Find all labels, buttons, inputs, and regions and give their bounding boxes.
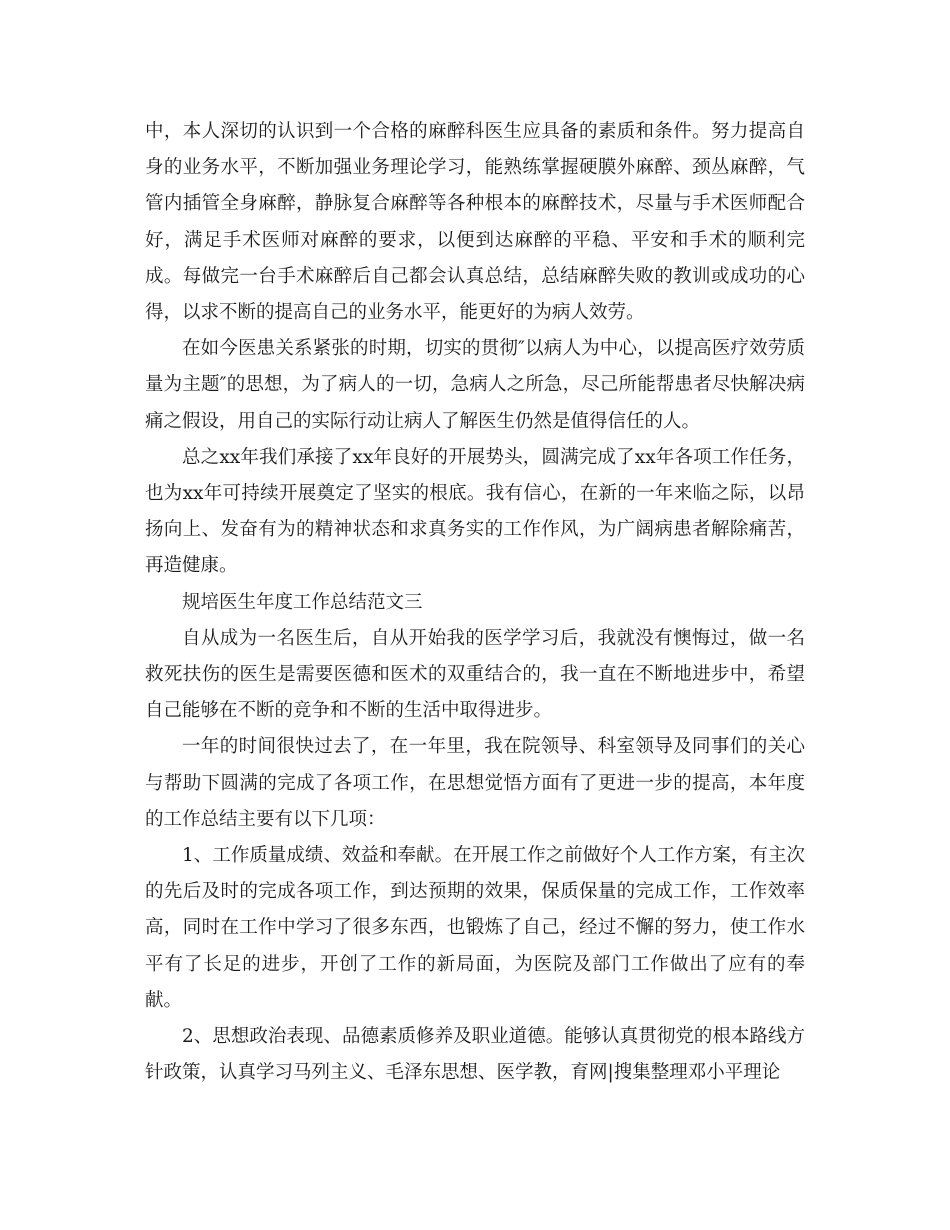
paragraph-continuation: 中，本人深切的认识到一个合格的麻醉科医生应具备的素质和条件。努力提高自身的业务水平，不断加强业务理论学习，能熟练掌握硬膜外麻醉、颈丛麻醉，气管内插管全身麻醉，静脉复合麻醉等各种根本的麻醉技术，尽量与手术医师配合好，满足手术医师对麻醉的要求，以便到达麻醉的平稳、平安和手术的顺利完成。每做完一台手术麻醉后自己都会认真总结，总结麻醉失败的教训或成功的心得，以求不断的提高自己的业务水平，能更好的为病人效劳。	[145, 121, 805, 324]
paragraph-year-review: 一年的时间很快过去了，在一年里，我在院领导、科室领导及同事们的关心与帮助下圆满的完成了各项工作，在思想觉悟方面有了更进一步的提高，本年度的工作总结主要有以下几项：	[145, 736, 805, 830]
paragraph-intro: 自从成为一名医生后，自从开始我的医学学习后，我就没有懊悔过，做一名救死扶伤的医生是需要医德和医术的双重结合的，我一直在不断地进步中，希望自己能够在不断的竞争和不断的生活中取得进步。	[145, 627, 805, 722]
document-page	[145, 114, 805, 1091]
paragraph-item-1: 1、工作质量成绩、效益和奉献。在开展工作之前做好个人工作方案，有主次的先后及时的完成各项工作，到达预期的效果，保质保量的完成工作，工作效率高，同时在工作中学习了很多东西，也锻炼了自己，经过不懈的努力，使工作水平有了长足的进步，开创了工作的新局面，为医院及部门工作做出了应有的奉献。	[145, 845, 805, 1011]
section-heading: 规培医生年度工作总结范文三	[182, 591, 423, 613]
paragraph-summary: 总之xx年我们承接了xx年良好的开展势头，圆满完成了xx年各项工作任务，也为xx年可持续开展奠定了坚实的根底。我有信心，在新的一年来临之际，以昂扬向上、发奋有为的精神状态和求真务实的工作作风，为广阔病患者解除痛苦，再造健康。	[145, 446, 805, 577]
paragraph-item-2: 2、思想政治表现、品德素质修养及职业道德。能够认真贯彻党的根本路线方针政策，认真学习马列主义、毛泽东思想、医学教，育网|搜集整理邓小平理论	[145, 1026, 805, 1084]
paragraph-doctor-patient: 在如今医患关系紧张的时期，切实的贯彻″以病人为中心，以提高医疗效劳质量为主题″的思想，为了病人的一切，急病人之所急，尽己所能帮患者尽快解决病痛之假设，用自己的实际行动让病人了解医生仍然是值得信任的人。	[145, 338, 805, 432]
